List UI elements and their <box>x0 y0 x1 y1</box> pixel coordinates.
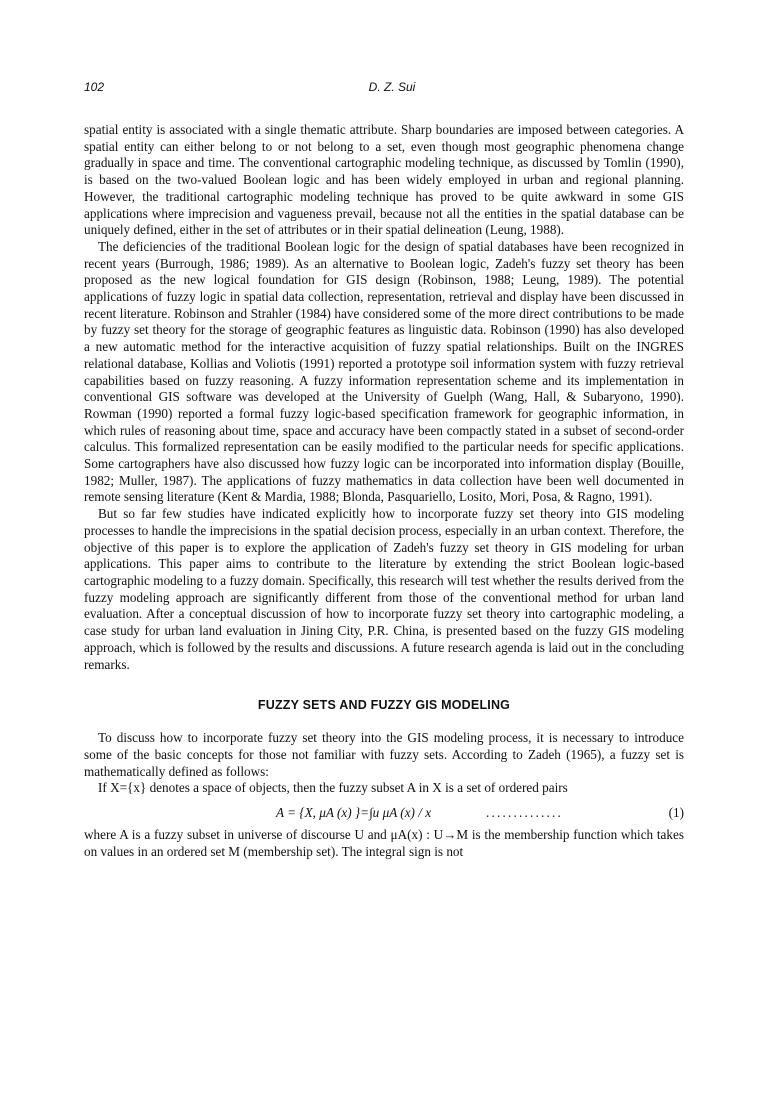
paragraph-2: The deficiencies of the traditional Boolean logic for the design of spatial databases have been recognized in recent years (Burrough, 1986; 1989). As an alternative to Boolean logic, Zadeh's fuzzy set theory has been proposed as the new logical foundation for GIS design (Robinson, 1988; Leung, 1989). The potential applications of fuzzy logic in spatial data collection, representation, retrieval and display have been discussed in recent literature. Robinson and Strahler (1984) have considered some of the more direct contributions to be made by fuzzy set theory for the storage of geographic features as linguistic data. Robinson (1990) has also developed a new automatic method for the interactive acquisition of fuzzy spatial relationships. Built on the INGRES relational database, Kollias and Voliotis (1991) reported a prototype soil information system with fuzzy retrieval capabilities based on fuzzy reasoning. A fuzzy information representation scheme and its implementation in conventional GIS software was developed at the University of Guelph (Wang, Hall, & Subaryono, 1990). Rowman (1990) reported a formal fuzzy logic-based specification framework for geographic information, in which rules of reasoning about time, space and accuracy have been compactly stated in a subset of second-order calculus. This formalized representation can be easily modified to the particular needs for specific applications. Some cartographers have also discussed how fuzzy logic can be incorporated into information display (Bouille, 1982; Muller, 1987). The applications of fuzzy mathematics in data collection have been well documented in remote sensing literature (Kent & Mardia, 1988; Blonda, Pasquariello, Losito, Mori, Posa, & Ragno, 1991). <box>84 238 684 505</box>
equation-number: (1) <box>668 805 684 821</box>
section-paragraph-2: If X={x} denotes a space of objects, then the fuzzy subset A in X is a set of ordered pairs <box>98 780 568 796</box>
body-text <box>84 122 684 860</box>
author-header: D. Z. Sui <box>368 80 416 94</box>
section-paragraph-1: To discuss how to incorporate fuzzy set theory into the GIS modeling process, it is necessary to introduce some of the basic concepts for those not familiar with fuzzy sets. According to Zadeh (1965), a fuzzy set is mathematically defined as follows: <box>84 730 684 779</box>
section-heading: FUZZY SETS AND FUZZY GIS MODELING <box>257 698 511 713</box>
paragraph-after-equation: where A is a fuzzy subset in universe of discourse U and μA(x) : U→M is the membership function which takes on values in an ordered set M (membership set). The integral sign is not <box>84 827 684 859</box>
paragraph-3: But so far few studies have indicated explicitly how to incorporate fuzzy set theory into GIS modeling processes to handle the imprecisions in the spatial decision process, especially in an urban context. Therefore, the objective of this paper is to explore the application of Zadeh's fuzzy set theory in GIS modeling for urban applications. This paper aims to contribute to the literature by extending the strict Boolean logic-based cartographic modeling to a fuzzy domain. Specifically, this research will test whether the results derived from the fuzzy modeling approach are significantly different from those of the conventional method for urban land evaluation. After a conceptual discussion of how to incorporate fuzzy set theory into cartographic modeling, a case study for urban land evaluation in Jining City, P.R. China, is presented based on the fuzzy GIS modeling approach, which is followed by the results and discussions. A future research agenda is laid out in the concluding remarks. <box>84 506 684 672</box>
equation-formula: A = {X, μA (x) }=∫u μA (x) / x <box>276 805 432 821</box>
equation-1 <box>84 801 684 825</box>
running-head <box>84 80 700 100</box>
page-number: 102 <box>84 80 105 94</box>
equation-leader-dots: .............. <box>486 805 563 821</box>
paragraph-1: spatial entity is associated with a single thematic attribute. Sharp boundaries are imposed between categories. A spatial entity can either belong to or not belong to a set, even though most geographic phenomena change gradually in space and time. The conventional cartographic modeling technique, as discussed by Tomlin (1990), is based on the two-valued Boolean logic and has been widely employed in urban and regional planning. However, the traditional cartographic modeling technique has proved to be quite awkward in some GIS applications where imprecision and vagueness prevail, because not all the entities in the spatial database can be uniquely defined, either in the set of attributes or in their spatial delineation (Leung, 1988). <box>84 122 684 238</box>
